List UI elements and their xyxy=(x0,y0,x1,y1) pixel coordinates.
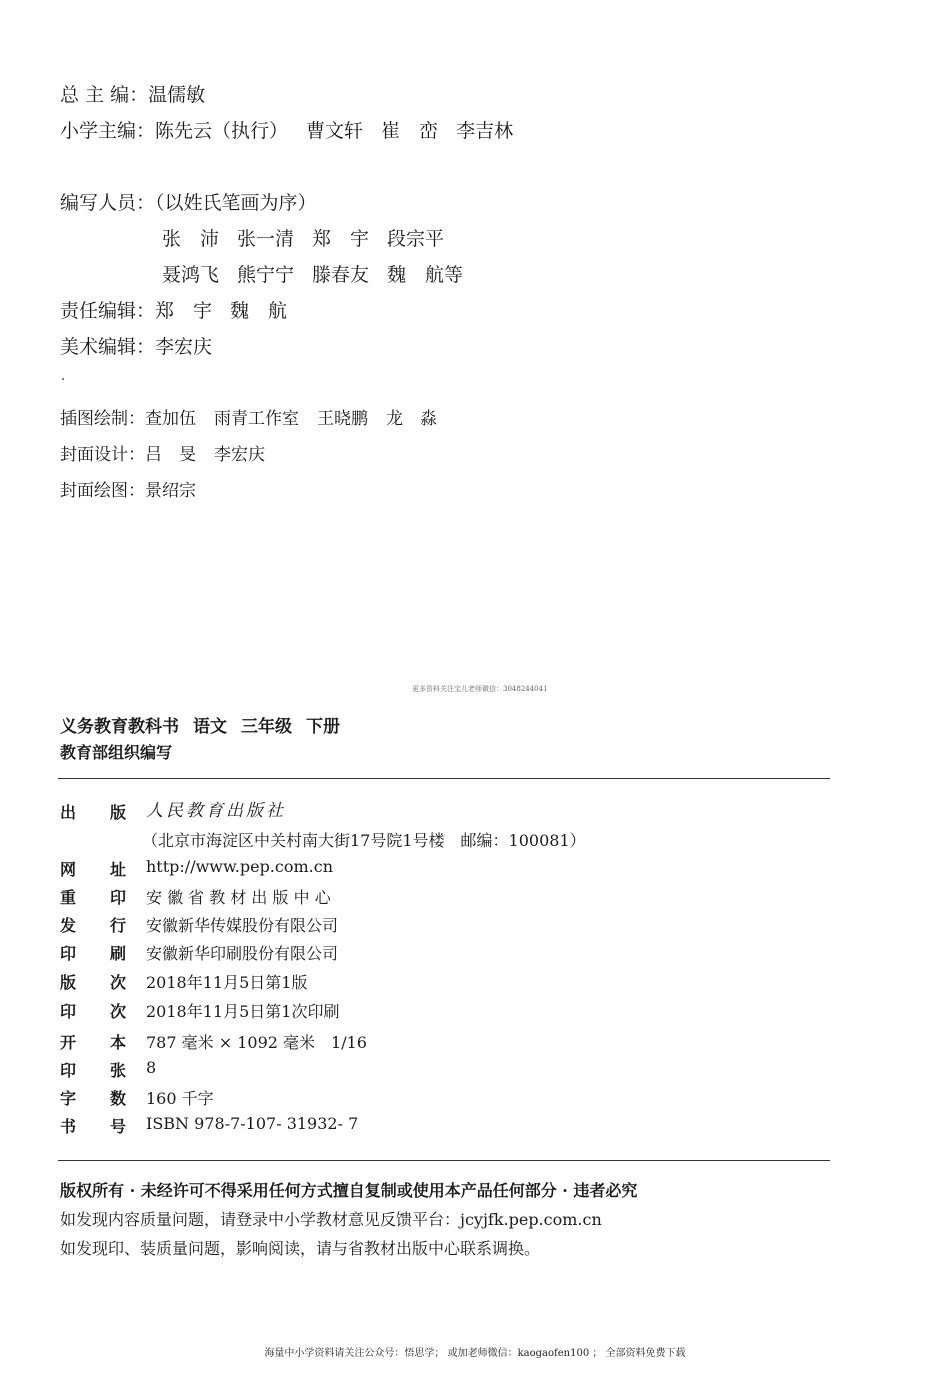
info-key: 出 xyxy=(60,803,77,822)
primary-editor-name: 曹文轩 xyxy=(306,120,364,142)
writer-name: 段宗平 xyxy=(387,228,445,250)
stray-dot xyxy=(62,378,64,380)
responsible-editor-line xyxy=(60,296,287,323)
writers-row-1 xyxy=(162,224,444,251)
chief-editor-line xyxy=(60,80,205,107)
writer-name: 郑 宇 xyxy=(312,228,370,250)
responsible-editor-label: 责任编辑： xyxy=(60,300,156,322)
responsible-editor-name: 郑 宇 xyxy=(155,300,213,322)
publisher-logo: 人民教育出版社 xyxy=(146,801,286,821)
address-value: （北京市海淀区中关村南大街17号院1号楼 邮编：100081） xyxy=(142,831,586,850)
divider-bottom xyxy=(58,1160,830,1161)
illustrator-name: 王晓鹏 xyxy=(317,409,368,429)
primary-editor-name: 陈先云（执行） xyxy=(155,120,289,142)
writer-name: 张一清 xyxy=(237,228,295,250)
cover-designer-name: 李宏庆 xyxy=(214,445,265,465)
writer-name: 魏 航等 xyxy=(387,264,464,286)
primary-editor-name: 李吉林 xyxy=(456,120,514,142)
writers-line xyxy=(60,188,317,215)
illustrator-name: 龙 淼 xyxy=(386,409,437,429)
writers-note: （以姓氏笔画为序） xyxy=(155,192,317,214)
divider-top xyxy=(58,778,830,779)
writers-row-2 xyxy=(162,260,463,287)
primary-editor-name: 崔 峦 xyxy=(381,120,439,142)
chief-editor-label: 总 主 编： xyxy=(60,84,149,106)
website-link[interactable]: http://www.pep.com.cn xyxy=(146,857,334,876)
writer-name: 张 沛 xyxy=(162,228,220,250)
cover-design-label: 封面设计： xyxy=(60,445,145,465)
book-volume: 下册 xyxy=(306,717,340,737)
art-editor-name: 李宏庆 xyxy=(155,336,213,358)
writer-name: 聂鸿飞 xyxy=(162,264,220,286)
book-org: 教育部组织编写 xyxy=(60,743,173,762)
cover-designer-name: 吕 旻 xyxy=(145,445,196,465)
book-subject: 语文 xyxy=(193,717,227,737)
watermark-mid: 更多资料关注宝儿老师微信：3048244041 xyxy=(412,685,548,693)
chief-editor-name: 温儒敏 xyxy=(148,84,206,106)
info-key: 版 xyxy=(110,803,127,822)
cover-design-line xyxy=(60,440,265,465)
illustration-label: 插图绘制： xyxy=(60,409,145,429)
book-series: 义务教育教科书 xyxy=(60,717,179,737)
art-editor-line xyxy=(60,332,212,359)
art-editor-label: 美术编辑： xyxy=(60,336,156,358)
writer-name: 熊宁宁 xyxy=(237,264,295,286)
primary-editor-label: 小学主编： xyxy=(60,120,156,142)
writers-label: 编写人员： xyxy=(60,192,156,214)
responsible-editor-name: 魏 航 xyxy=(230,300,288,322)
quality-notice: 如发现印、装质量问题，影响阅读，请与省教材出版中心联系调换。 xyxy=(60,1239,541,1258)
illustration-line xyxy=(60,404,437,429)
footer-watermark: 海量中小学资料请关注公众号：悟思学； 或加老师微信：kaogaofen100 ； 全部资料免费下载 xyxy=(264,1348,686,1359)
copyright-notice: 版权所有 · 未经许可不得采用任何方式擅自复制或使用本产品任何部分 · 违者必究 xyxy=(60,1181,638,1200)
cover-painting-label: 封面绘图： xyxy=(60,481,145,501)
book-title xyxy=(60,712,354,737)
primary-editor-line xyxy=(60,116,513,143)
feedback-notice: 如发现内容质量问题，请登录中小学教材意见反馈平台：jcyjfk.pep.com.cn xyxy=(60,1210,602,1229)
cover-painting-line xyxy=(60,476,196,501)
writer-name: 滕春友 xyxy=(312,264,370,286)
book-grade: 三年级 xyxy=(241,717,292,737)
illustrator-name: 查加伍 xyxy=(145,409,196,429)
cover-painter-name: 景绍宗 xyxy=(145,481,196,501)
illustrator-name: 雨青工作室 xyxy=(214,409,299,429)
